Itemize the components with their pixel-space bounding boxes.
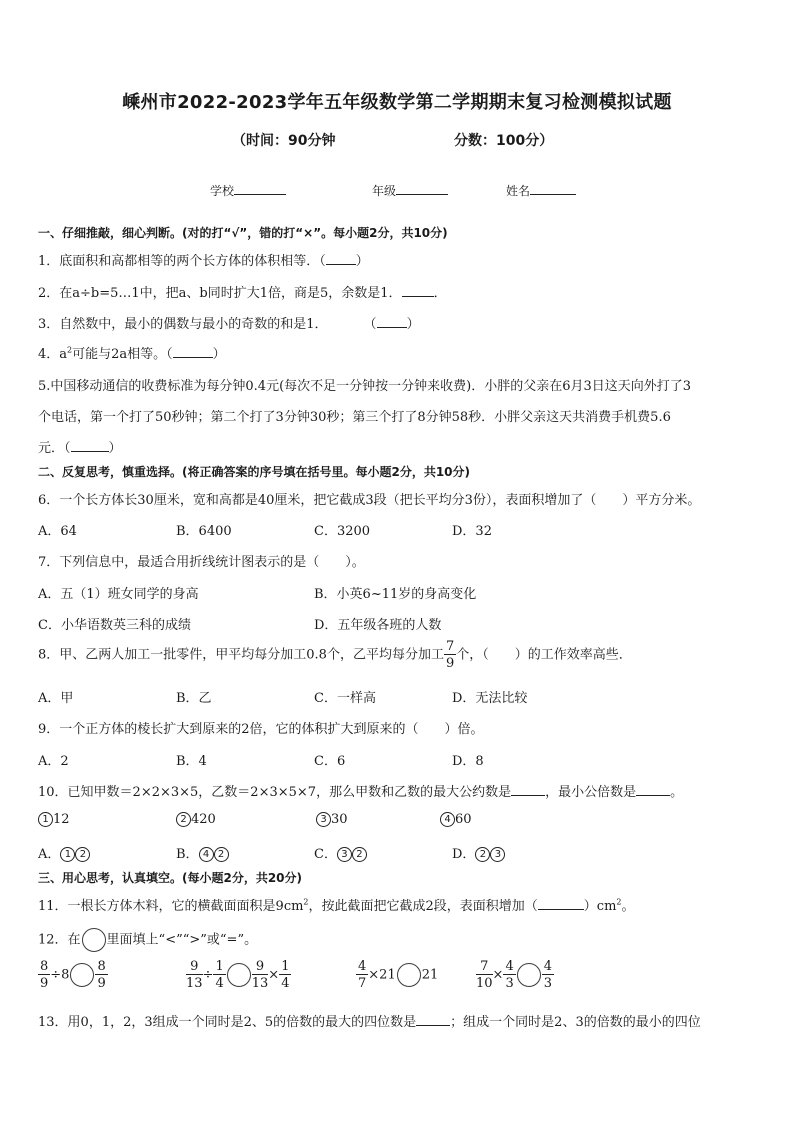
answer-blank[interactable] bbox=[538, 898, 584, 910]
question-5-line-2: 个电话，第一个打了50秒钟；第二个打了3分钟30秒；第三个打了8分钟58秒．小胖父亲这天共消费手机费5.6 bbox=[38, 410, 671, 425]
q6-option-c[interactable]: C．3200 bbox=[314, 524, 371, 539]
q8-option-c[interactable]: C．一样高 bbox=[314, 691, 376, 706]
q6-option-b[interactable]: B．6400 bbox=[176, 524, 232, 539]
answer-blank[interactable] bbox=[402, 285, 434, 297]
answer-blank[interactable] bbox=[71, 440, 109, 452]
q10-item-4: 4 60 bbox=[440, 812, 472, 827]
question-8: 8．甲、乙两人加工一批零件，甲平均每分加工0.8个，乙平均每分加工 $\frac{7}{9}$ 个，（ ）的工作效率高些． bbox=[38, 639, 632, 671]
grade-blank[interactable] bbox=[396, 182, 448, 195]
grade-field[interactable] bbox=[372, 182, 448, 199]
q6-option-d[interactable]: D．32 bbox=[452, 524, 492, 539]
question-4: 4．$a^2$可能与2a相等。（ ） bbox=[38, 345, 226, 362]
question-6: 6．一个长方体长30厘米，宽和高都是40厘米，把它截成3段（把长平均分3份），表面积增加了（ ）平方分米。 bbox=[38, 493, 701, 508]
q8-option-b[interactable]: B．乙 bbox=[176, 691, 212, 706]
q10-item-1: 1 12 bbox=[38, 812, 70, 827]
answer-blank[interactable] bbox=[636, 784, 670, 796]
compare-circle[interactable] bbox=[70, 963, 94, 987]
q10-option-b[interactable]: B． 4 2 bbox=[176, 843, 229, 862]
question-5-line-3: 元．（ ） bbox=[38, 441, 122, 456]
school-label: 学校 bbox=[210, 184, 235, 198]
question-12: 12．在 里面填上“<”“>”或“=”。 bbox=[38, 928, 257, 952]
q10-option-c[interactable]: C． 3 2 bbox=[314, 843, 367, 862]
q7-option-d[interactable]: D．五年级各班的人数 bbox=[314, 618, 442, 633]
q12-expression-4: $\frac{7}{10}$ × $\frac{4}{3}$ $\frac{4}{3}$ bbox=[476, 959, 553, 991]
q8-option-d[interactable]: D．无法比较 bbox=[452, 691, 528, 706]
exam-score: 分数：100分） bbox=[454, 133, 554, 149]
section-2-heading: 二、反复思考，慎重选择。(将正确答案的序号填在括号里。每小题2分，共10分) bbox=[38, 465, 471, 479]
question-9: 9．一个正方体的棱长扩大到原来的2倍，它的体积扩大到原来的（ ）倍。 bbox=[38, 722, 484, 737]
question-3: 3．自然数中，最小的偶数与最小的奇数的和是1． （ ） bbox=[38, 317, 420, 332]
section-1-heading: 一、仔细推敲，细心判断。(对的打“√”，错的打“×”。每小题2分，共10分) bbox=[38, 226, 448, 240]
answer-blank[interactable] bbox=[511, 784, 545, 796]
q9-option-a[interactable]: A．2 bbox=[38, 754, 69, 769]
compare-circle[interactable] bbox=[397, 963, 421, 987]
q7-option-c[interactable]: C．小华语数英三科的成绩 bbox=[38, 618, 191, 633]
name-label: 姓名 bbox=[506, 184, 531, 198]
question-10: 10．已知甲数＝2×2×3×5，乙数＝2×3×5×7，那么甲数和乙数的最大公约数是 ，最小公倍数是 。 bbox=[38, 785, 684, 800]
q9-option-d[interactable]: D．8 bbox=[452, 754, 484, 769]
question-2: 2．在a÷b=5…1中，把a、b同时扩大1倍，商是5，余数是1． ． bbox=[38, 286, 447, 301]
q10-item-2: 2 420 bbox=[176, 812, 216, 827]
question-11: 11．一根长方体木料，它的横截面面积是$9cm^2$，按此截面把它截成2段，表面积增加（ ）$cm^2$。 bbox=[38, 897, 635, 914]
q10-item-3: 3 30 bbox=[316, 812, 348, 827]
answer-blank[interactable] bbox=[173, 346, 213, 358]
answer-blank[interactable] bbox=[326, 253, 356, 265]
question-5-line-1: 5.中国移动通信的收费标准为每分钟0.4元(每次不足一分钟按一分钟来收费)．小胖的父亲在6月3日这天向外打了3 bbox=[38, 379, 692, 394]
school-field[interactable] bbox=[210, 182, 286, 199]
name-field[interactable] bbox=[506, 182, 576, 199]
q9-option-c[interactable]: C．6 bbox=[314, 754, 346, 769]
q12-expression-2: $\frac{9}{13}$ ÷ $\frac{1}{4}$ $\frac{9}{13}$ × $\frac{1}{4}$ bbox=[186, 959, 290, 991]
question-7: 7．下列信息中，最适合用折线统计图表示的是（ ）。 bbox=[38, 555, 365, 570]
q7-option-a[interactable]: A．五（1）班女同学的身高 bbox=[38, 587, 199, 602]
answer-blank[interactable] bbox=[416, 1014, 450, 1026]
exam-meta bbox=[232, 130, 572, 150]
exam-time: （时间：90分钟 bbox=[232, 133, 336, 149]
compare-circle[interactable] bbox=[227, 963, 251, 987]
compare-circle[interactable] bbox=[517, 963, 541, 987]
answer-blank[interactable] bbox=[377, 316, 407, 328]
q8-option-a[interactable]: A．甲 bbox=[38, 691, 74, 706]
page-title: 嵊州市2022-2023学年五年级数学第二学期期末复习检测模拟试题 bbox=[122, 92, 672, 113]
fraction: $\frac{7}{9}$ bbox=[445, 639, 455, 671]
q12-expression-3: $\frac{4}{7}$ ×21 21 bbox=[358, 959, 439, 991]
q12-expression-1: $\frac{8}{9}$ ÷8 $\frac{8}{9}$ bbox=[40, 959, 106, 991]
school-blank[interactable] bbox=[234, 182, 286, 195]
name-blank[interactable] bbox=[530, 182, 576, 195]
q7-option-b[interactable]: B．小英6~11岁的身高变化 bbox=[314, 587, 477, 602]
q6-option-a[interactable]: A．64 bbox=[38, 524, 77, 539]
circle-blank bbox=[82, 928, 106, 952]
q10-option-d[interactable]: D． 2 3 bbox=[452, 843, 505, 862]
grade-label: 年级 bbox=[372, 184, 397, 198]
section-3-heading: 三、用心思考，认真填空。(每小题2分，共20分) bbox=[38, 871, 303, 885]
question-1: 1．底面积和高都相等的两个长方体的体积相等．（ ） bbox=[38, 254, 369, 269]
question-13: 13．用0，1，2，3组成一个同时是2、5的倍数的最大的四位数是 ；组成一个同时是2、3的倍数的最小的四位 bbox=[38, 1015, 701, 1030]
q9-option-b[interactable]: B．4 bbox=[176, 754, 207, 769]
q10-option-a[interactable]: A． 1 2 bbox=[38, 843, 90, 862]
